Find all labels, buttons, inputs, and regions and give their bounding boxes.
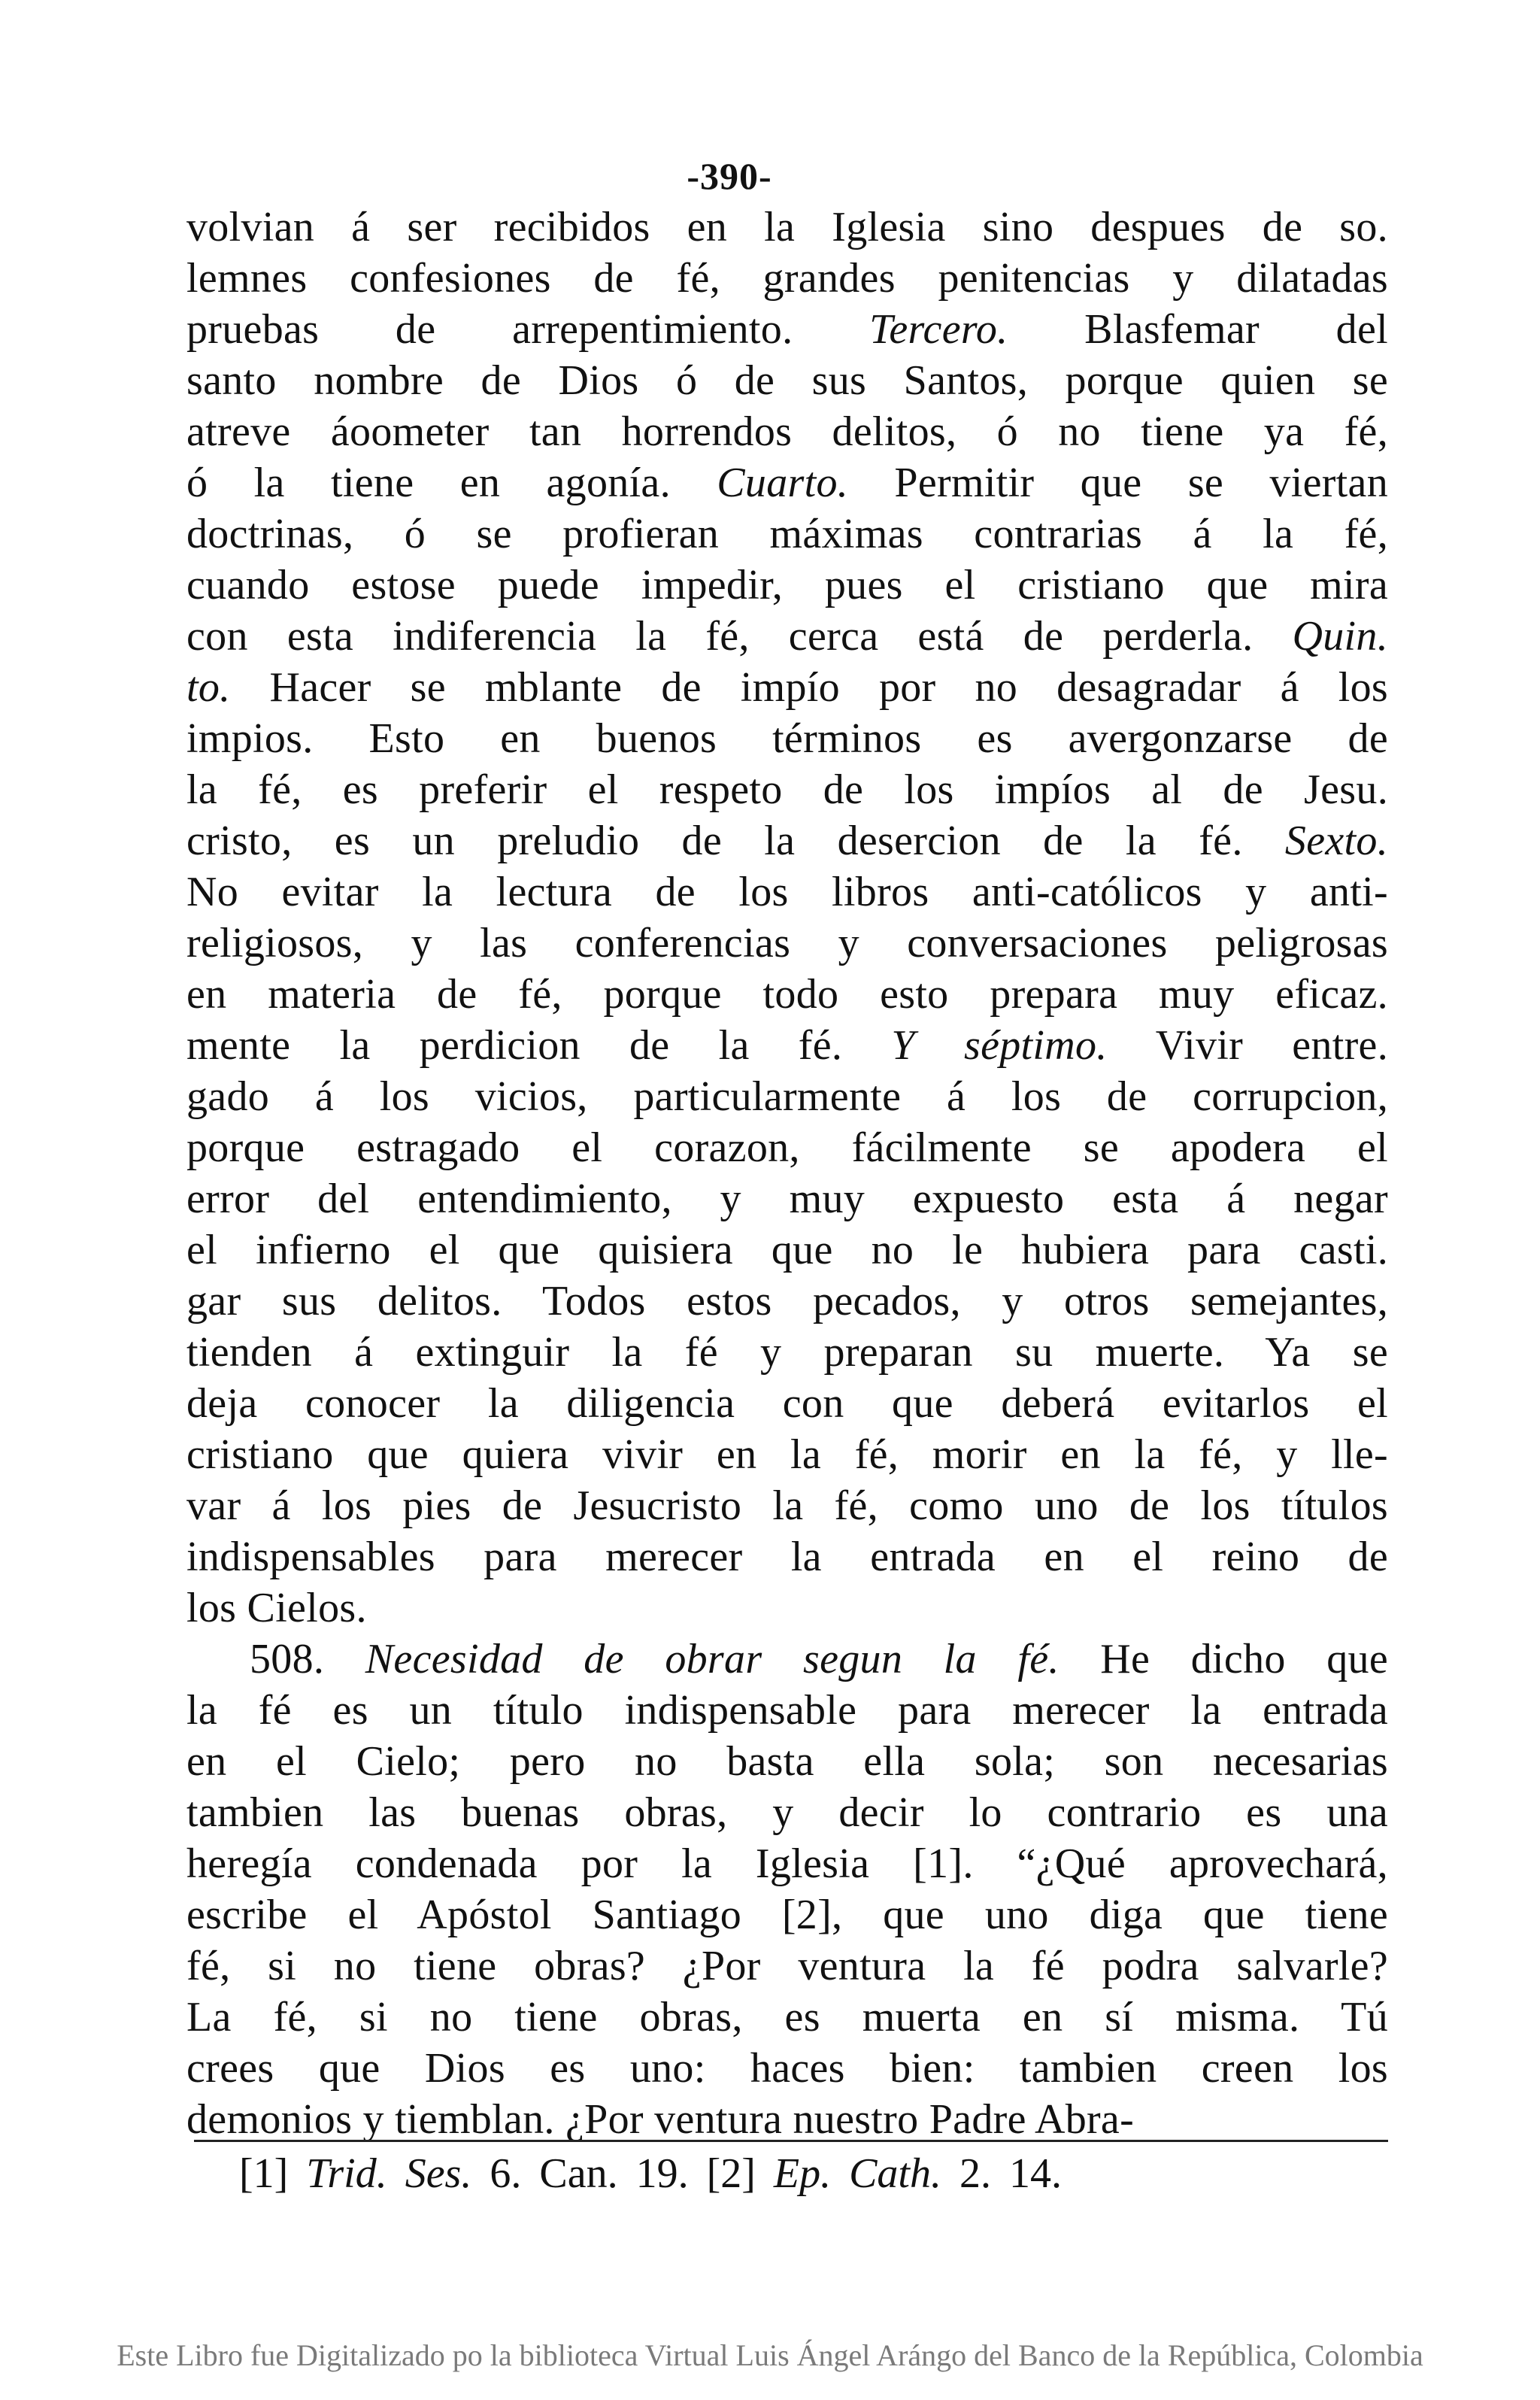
text-line: crees que Dios es uno: haces bien: tambien creen los (186, 2045, 1388, 2092)
footnote-1-mark: [1] (239, 2150, 289, 2197)
text-line: volvian á ser recibidos en la Iglesia sino despues de so. (186, 204, 1388, 250)
footnotes (239, 2148, 1062, 2199)
digitization-credit: Este Libro fue Digitalizado po la biblioteca Virtual Luis Ángel Arángo del Banco de la República, Colombia (117, 2338, 1423, 2372)
text-line: impios. Esto en buenos términos es avergonzarse de (186, 715, 1388, 762)
text-line: gar sus delitos. Todos estos pecados, y otros semejantes, (186, 1278, 1388, 1324)
text-line: el infierno el que quisiera que no le hubiera para casti. (186, 1227, 1388, 1273)
text-line: error del entendimiento, y muy expuesto esta á negar (186, 1176, 1388, 1222)
text-line: religiosos, y las conferencias y conversaciones peligrosas (186, 920, 1388, 966)
text-line: atreve áoometer tan horrendos delitos, ó no tiene ya fé, (186, 408, 1388, 455)
text-line: lemnes confesiones de fé, grandes penitencias y dilatadas (186, 255, 1388, 302)
text-line: cuando estose puede impedir, pues el cristiano que mira (186, 562, 1388, 608)
text-line: escribe el Apóstol Santiago [2], que uno diga que tiene (186, 1892, 1388, 1938)
text-line: 508. Necesidad de obrar segun la fé. He dicho que (250, 1636, 1388, 1682)
text-line: var á los pies de Jesucristo la fé, como uno de los títulos (186, 1482, 1388, 1529)
body-text (186, 202, 1388, 2145)
footnote-rule (194, 2140, 1388, 2142)
footnote-2-rest: 2. 14. (959, 2150, 1062, 2197)
footnote-1-ref: Trid. Ses. (306, 2150, 472, 2197)
text-line: cristiano que quiera vivir en la fé, morir en la fé, y lle- (186, 1431, 1388, 1478)
text-line: tienden á extinguir la fé y preparan su muerte. Ya se (186, 1329, 1388, 1376)
text-line: No evitar la lectura de los libros anti-católicos y anti- (186, 869, 1388, 915)
text-line: deja conocer la diligencia con que deberá evitarlos el (186, 1380, 1388, 1427)
text-line: con esta indiferencia la fé, cerca está de perderla. Quin. (186, 613, 1388, 660)
text-line: mente la perdicion de la fé. Y séptimo. Vivir entre. (186, 1022, 1388, 1069)
text-line: porque estragado el corazon, fácilmente se apodera el (186, 1124, 1388, 1171)
text-line: en materia de fé, porque todo esto prepara muy eficaz. (186, 971, 1388, 1018)
text-line: ó la tiene en agonía. Cuarto. Permitir que se viertan (186, 460, 1388, 506)
text-line: gado á los vicios, particularmente á los de corrupcion, (186, 1073, 1388, 1120)
text-line: en el Cielo; pero no basta ella sola; son necesarias (186, 1738, 1388, 1785)
text-line: los Cielos. (186, 1585, 367, 1631)
text-line: indispensables para merecer la entrada en el reino de (186, 1534, 1388, 1580)
footnote-1-rest: 6. Can. 19. (490, 2150, 689, 2197)
text-line: fé, si no tiene obras? ¿Por ventura la fé podra salvarle? (186, 1943, 1388, 1989)
text-line: La fé, si no tiene obras, es muerta en sí misma. Tú (186, 1994, 1388, 2040)
page-number: -390- (687, 155, 772, 197)
text-line: to. Hacer se mblante de impío por no desagradar á los (186, 664, 1388, 711)
text-line: cristo, es un preludio de la desercion de la fé. Sexto. (186, 818, 1388, 864)
text-line: pruebas de arrepentimiento. Tercero. Blasfemar del (186, 306, 1388, 353)
text-line: santo nombre de Dios ó de sus Santos, porque quien se (186, 357, 1388, 404)
footnote-2-mark: [2] (706, 2150, 756, 2197)
footnote-2-ref: Ep. Cath. (773, 2150, 941, 2197)
text-line: tambien las buenas obras, y decir lo contrario es una (186, 1789, 1388, 1836)
text-line: la fé es un título indispensable para merecer la entrada (186, 1687, 1388, 1734)
text-line: doctrinas, ó se profieran máximas contrarias á la fé, (186, 511, 1388, 557)
text-line: la fé, es preferir el respeto de los impíos al de Jesu. (186, 766, 1388, 813)
text-line: heregía condenada por la Iglesia [1]. “¿Qué aprovechará, (186, 1840, 1388, 1887)
text-line: demonios y tiemblan. ¿Por ventura nuestro Padre Abra- (186, 2096, 1135, 2143)
